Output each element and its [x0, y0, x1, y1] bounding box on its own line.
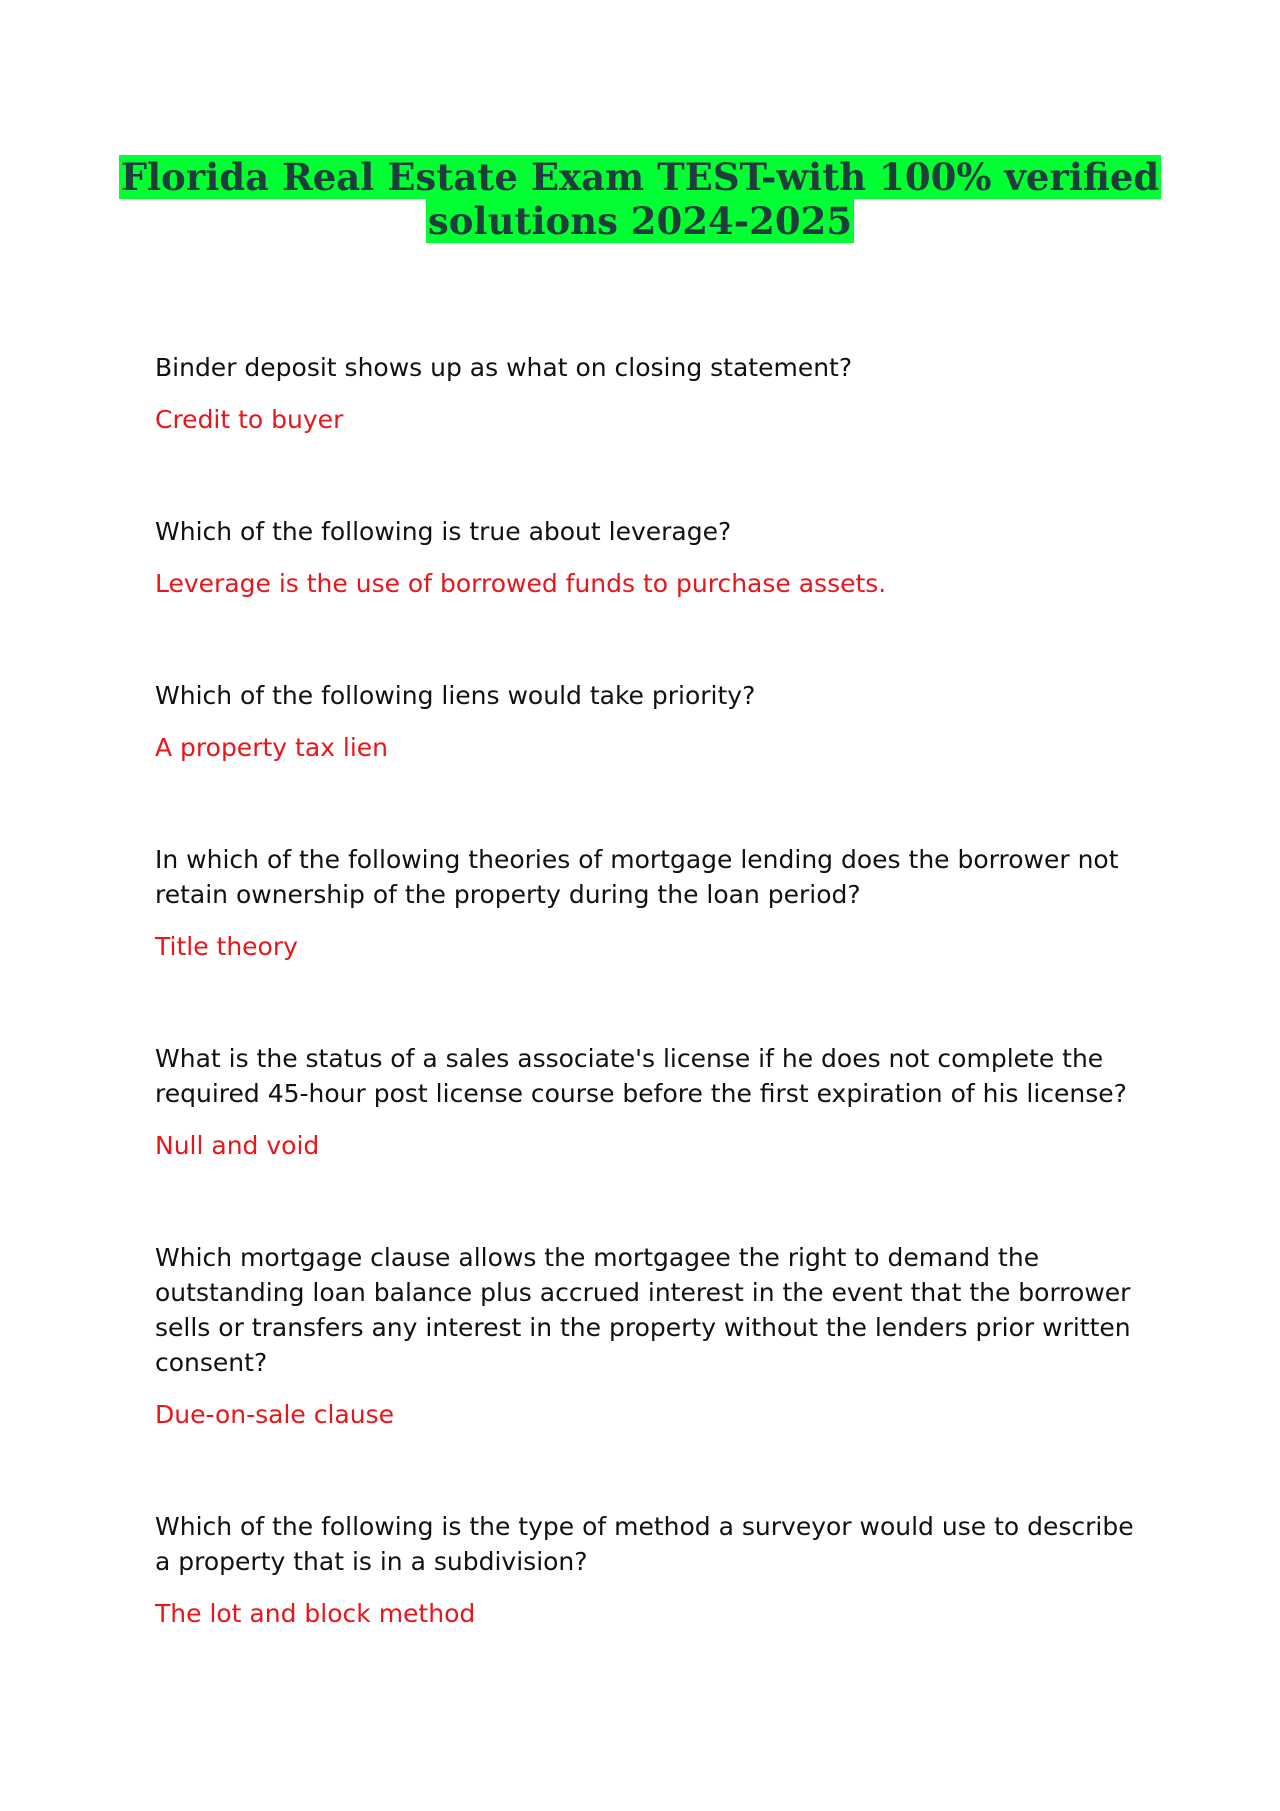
document-title [0, 155, 1280, 243]
answer-4: Title theory [155, 932, 298, 961]
question-4: In which of the following theories of mortgage lending does the borrower not retain ownership of the property during the loan period? [155, 845, 1119, 909]
question-3: Which of the following liens would take priority? [155, 681, 756, 710]
title-line-2: solutions 2024-2025 [427, 199, 853, 243]
question-6: Which mortgage clause allows the mortgagee the right to demand the outstanding loan balance plus accrued interest in the event that the borrower sells or transfers any interest in the property without the lenders prior written consent? [155, 1243, 1131, 1377]
answer-2: Leverage is the use of borrowed funds to purchase assets. [155, 569, 887, 598]
question-2: Which of the following is true about leverage? [155, 517, 732, 546]
qa-item-7 [155, 1509, 1135, 1631]
answer-7: The lot and block method [155, 1599, 476, 1628]
question-7: Which of the following is the type of method a surveyor would use to describe a property that is in a subdivision? [155, 1512, 1134, 1576]
qa-item-5 [155, 1041, 1135, 1163]
qa-list [155, 350, 1135, 1708]
answer-3: A property tax lien [155, 733, 388, 762]
qa-item-3 [155, 678, 1135, 765]
title-line-1: Florida Real Estate Exam TEST-with 100% verified [120, 155, 1160, 199]
qa-item-6 [155, 1240, 1135, 1432]
qa-item-1 [155, 350, 1135, 437]
question-5: What is the status of a sales associate's license if he does not complete the required 45-hour post license course before the first expiration of his license? [155, 1044, 1127, 1108]
qa-item-4 [155, 842, 1135, 964]
answer-1: Credit to buyer [155, 405, 344, 434]
qa-item-2 [155, 514, 1135, 601]
question-1: Binder deposit shows up as what on closing statement? [155, 353, 853, 382]
answer-6: Due-on-sale clause [155, 1400, 395, 1429]
answer-5: Null and void [155, 1131, 320, 1160]
